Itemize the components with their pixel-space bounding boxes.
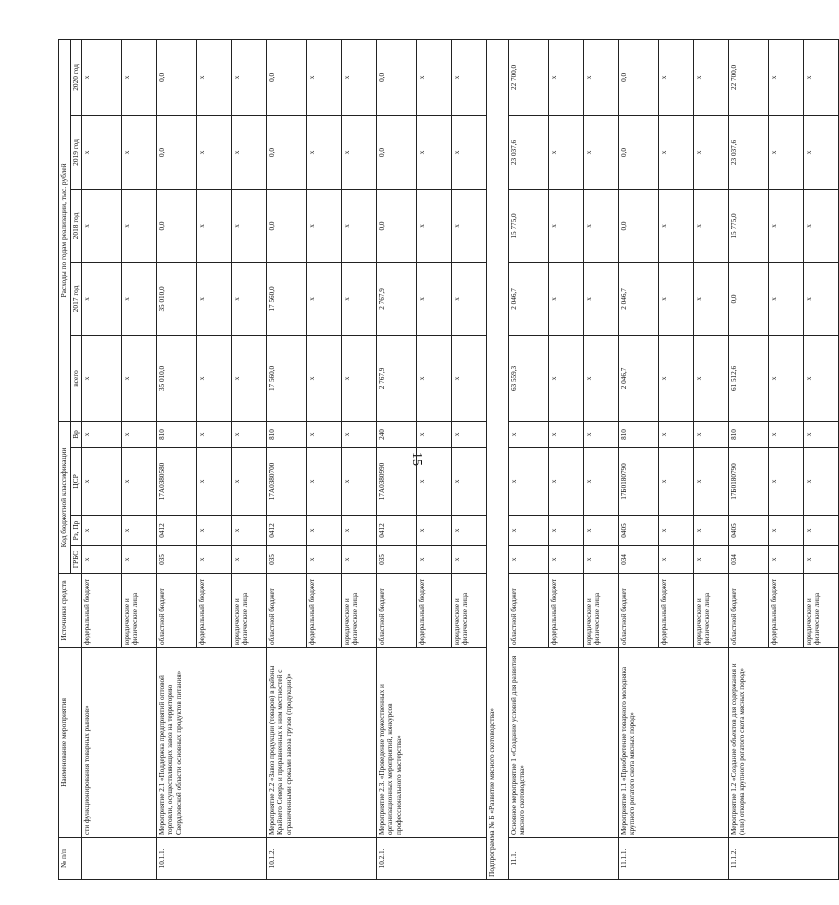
value-cell: х: [804, 262, 839, 335]
funding-source: юридические и физические лица: [452, 574, 487, 648]
value-cell: 22 700,0: [729, 39, 769, 115]
value-cell: х: [82, 546, 122, 574]
value-cell: 17 560,0: [267, 262, 307, 335]
value-cell: х: [694, 448, 729, 516]
value-cell: 0,0: [377, 189, 417, 262]
value-cell: х: [769, 421, 804, 447]
value-cell: х: [452, 546, 487, 574]
value-cell: х: [584, 262, 619, 335]
header-name: Наименование мероприятия: [59, 648, 82, 838]
value-cell: 17А0380580: [157, 448, 197, 516]
value-cell: х: [452, 262, 487, 335]
page-number: 15: [409, 452, 424, 466]
value-cell: х: [342, 189, 377, 262]
value-cell: 0,0: [267, 39, 307, 115]
value-cell: х: [307, 189, 342, 262]
row-number: 10.1.2.: [267, 838, 377, 880]
value-cell: 0,0: [157, 115, 197, 189]
header-rzpr: Рз, Пр: [70, 516, 82, 546]
value-cell: х: [659, 516, 694, 546]
value-cell: х: [417, 448, 452, 516]
value-cell: х: [232, 115, 267, 189]
value-cell: 0412: [267, 516, 307, 546]
funding-source: федеральный бюджет: [82, 574, 122, 648]
value-cell: 0,0: [619, 189, 659, 262]
value-cell: 17 560,0: [267, 335, 307, 421]
value-cell: х: [197, 448, 232, 516]
value-cell: х: [509, 546, 549, 574]
value-cell: х: [694, 115, 729, 189]
value-cell: 034: [729, 546, 769, 574]
value-cell: 0,0: [157, 39, 197, 115]
value-cell: 17А0380700: [267, 448, 307, 516]
table-row: [82, 39, 122, 879]
value-cell: х: [342, 115, 377, 189]
activity-name: Мероприятие 2.1 «Поддержка предприятий оптовой торговли, осуществляющих завоз на территорию Свердловской области основных продуктов питания»: [157, 648, 267, 838]
funding-source: федеральный бюджет: [307, 574, 342, 648]
table-row: [267, 39, 307, 879]
value-cell: 810: [729, 421, 769, 447]
value-cell: х: [584, 115, 619, 189]
funding-source: юридические и физические лица: [122, 574, 157, 648]
value-cell: х: [549, 335, 584, 421]
value-cell: 034: [619, 546, 659, 574]
value-cell: 035: [157, 546, 197, 574]
value-cell: х: [82, 262, 122, 335]
value-cell: х: [197, 262, 232, 335]
value-cell: х: [82, 189, 122, 262]
value-cell: х: [122, 335, 157, 421]
value-cell: х: [122, 421, 157, 447]
value-cell: 35 010,0: [157, 262, 197, 335]
value-cell: 0,0: [619, 115, 659, 189]
value-cell: х: [197, 546, 232, 574]
value-cell: х: [232, 516, 267, 546]
value-cell: 0,0: [377, 39, 417, 115]
value-cell: х: [232, 335, 267, 421]
value-cell: х: [452, 115, 487, 189]
activity-name: Мероприятие 2.3. «Проведение торжественных и организационных мероприятий, конкурсов профессионального мастерства»: [377, 648, 487, 838]
value-cell: х: [659, 448, 694, 516]
value-cell: х: [82, 115, 122, 189]
value-cell: х: [584, 516, 619, 546]
value-cell: х: [769, 189, 804, 262]
funding-source: областной бюджет: [267, 574, 307, 648]
value-cell: х: [417, 115, 452, 189]
value-cell: 22 700,0: [509, 39, 549, 115]
value-cell: х: [122, 516, 157, 546]
value-cell: х: [122, 262, 157, 335]
value-cell: х: [122, 448, 157, 516]
value-cell: х: [549, 39, 584, 115]
funding-source: юридические и физические лица: [342, 574, 377, 648]
funding-source: юридические и физические лица: [804, 574, 839, 648]
value-cell: 810: [619, 421, 659, 447]
budget-table: [58, 39, 839, 880]
value-cell: х: [197, 189, 232, 262]
value-cell: х: [232, 39, 267, 115]
value-cell: х: [769, 516, 804, 546]
value-cell: х: [549, 516, 584, 546]
header-expenses: Расходы по годам реализации, тыс. рублей: [59, 39, 71, 421]
value-cell: 2 767,9: [377, 262, 417, 335]
value-cell: х: [307, 262, 342, 335]
funding-source: областной бюджет: [729, 574, 769, 648]
value-cell: х: [342, 262, 377, 335]
value-cell: х: [307, 335, 342, 421]
value-cell: х: [122, 39, 157, 115]
header-2020: 2020 год: [70, 39, 82, 115]
value-cell: х: [342, 516, 377, 546]
row-number: 10.2.1.: [377, 838, 487, 880]
value-cell: х: [417, 516, 452, 546]
header-csr: ЦСР: [70, 448, 82, 516]
value-cell: х: [232, 448, 267, 516]
funding-source: федеральный бюджет: [769, 574, 804, 648]
value-cell: х: [417, 262, 452, 335]
header-grbs: ГРБС: [70, 546, 82, 574]
value-cell: х: [584, 546, 619, 574]
value-cell: х: [769, 335, 804, 421]
value-cell: 0405: [619, 516, 659, 546]
value-cell: х: [804, 546, 839, 574]
value-cell: х: [232, 421, 267, 447]
funding-source: областной бюджет: [377, 574, 417, 648]
funding-source: областной бюджет: [157, 574, 197, 648]
value-cell: х: [307, 115, 342, 189]
table-row: [157, 39, 197, 879]
table-row: [729, 39, 769, 879]
value-cell: 240: [377, 421, 417, 447]
header-num: № п/п: [59, 838, 82, 880]
value-cell: х: [549, 189, 584, 262]
table-row: [619, 39, 659, 879]
value-cell: х: [82, 421, 122, 447]
value-cell: 61 512,6: [729, 335, 769, 421]
header-2017: 2017 год: [70, 262, 82, 335]
value-cell: х: [197, 39, 232, 115]
value-cell: х: [549, 115, 584, 189]
table-body: [82, 39, 839, 879]
value-cell: х: [342, 335, 377, 421]
value-cell: х: [417, 39, 452, 115]
value-cell: х: [342, 448, 377, 516]
value-cell: х: [694, 262, 729, 335]
value-cell: х: [452, 335, 487, 421]
value-cell: х: [342, 421, 377, 447]
value-cell: х: [584, 448, 619, 516]
value-cell: 0,0: [267, 115, 307, 189]
budget-table-container: [58, 40, 822, 880]
value-cell: х: [769, 39, 804, 115]
value-cell: х: [584, 421, 619, 447]
value-cell: 0405: [729, 516, 769, 546]
value-cell: х: [804, 335, 839, 421]
value-cell: х: [694, 546, 729, 574]
value-cell: 2 046,7: [619, 335, 659, 421]
value-cell: 035: [377, 546, 417, 574]
funding-source: федеральный бюджет: [197, 574, 232, 648]
value-cell: х: [122, 189, 157, 262]
value-cell: х: [659, 262, 694, 335]
value-cell: х: [307, 421, 342, 447]
value-cell: х: [694, 516, 729, 546]
value-cell: 0412: [377, 516, 417, 546]
value-cell: х: [694, 421, 729, 447]
value-cell: 17А0380990: [377, 448, 417, 516]
value-cell: х: [307, 546, 342, 574]
funding-source: федеральный бюджет: [659, 574, 694, 648]
value-cell: х: [549, 421, 584, 447]
value-cell: х: [509, 448, 549, 516]
value-cell: х: [584, 189, 619, 262]
value-cell: х: [307, 448, 342, 516]
value-cell: х: [452, 39, 487, 115]
funding-source: областной бюджет: [619, 574, 659, 648]
value-cell: х: [804, 516, 839, 546]
header-total: всего: [70, 335, 82, 421]
value-cell: 17Б0180790: [619, 448, 659, 516]
value-cell: х: [804, 115, 839, 189]
value-cell: х: [82, 335, 122, 421]
funding-source: федеральный бюджет: [549, 574, 584, 648]
value-cell: 0412: [157, 516, 197, 546]
value-cell: х: [659, 115, 694, 189]
value-cell: х: [549, 448, 584, 516]
activity-name: Основное мероприятие 1 «Создание условий для развития мясного скотоводства»: [509, 648, 619, 838]
funding-source: областной бюджет: [509, 574, 549, 648]
row-number: [82, 838, 157, 880]
value-cell: х: [82, 448, 122, 516]
value-cell: 0,0: [377, 115, 417, 189]
value-cell: х: [82, 39, 122, 115]
value-cell: х: [694, 335, 729, 421]
value-cell: х: [307, 516, 342, 546]
value-cell: х: [694, 189, 729, 262]
value-cell: х: [549, 262, 584, 335]
value-cell: х: [452, 516, 487, 546]
value-cell: х: [452, 448, 487, 516]
table-row: [509, 39, 549, 879]
value-cell: х: [659, 335, 694, 421]
value-cell: х: [197, 421, 232, 447]
value-cell: х: [232, 189, 267, 262]
value-cell: х: [342, 546, 377, 574]
value-cell: х: [307, 39, 342, 115]
table-row: [377, 39, 417, 879]
value-cell: х: [452, 421, 487, 447]
row-number: 11.1.: [509, 838, 619, 880]
activity-name: Мероприятие 1.1 «Приобретение товарного молодняка крупного рогатого скота мясных пород»: [619, 648, 729, 838]
value-cell: х: [804, 39, 839, 115]
value-cell: х: [452, 189, 487, 262]
header-source: Источники средств: [59, 574, 82, 648]
value-cell: 63 559,3: [509, 335, 549, 421]
value-cell: х: [197, 516, 232, 546]
value-cell: х: [197, 115, 232, 189]
activity-name: Мероприятие 1.2 «Создание объектов для содержания и (или) откорма крупного рогатого скота мясных пород»: [729, 648, 839, 838]
header-vr: Вр: [70, 421, 82, 447]
value-cell: х: [417, 335, 452, 421]
value-cell: 2 767,9: [377, 335, 417, 421]
value-cell: 23 037,6: [729, 115, 769, 189]
value-cell: х: [232, 546, 267, 574]
header-2018: 2018 год: [70, 189, 82, 262]
value-cell: 2 046,7: [619, 262, 659, 335]
value-cell: 35 010,0: [157, 335, 197, 421]
value-cell: х: [694, 39, 729, 115]
header-2019: 2019 год: [70, 115, 82, 189]
funding-source: юридические и физические лица: [584, 574, 619, 648]
funding-source: юридические и физические лица: [232, 574, 267, 648]
value-cell: х: [804, 448, 839, 516]
value-cell: х: [509, 516, 549, 546]
value-cell: х: [122, 115, 157, 189]
funding-source: федеральный бюджет: [417, 574, 452, 648]
section-row: [487, 39, 509, 879]
value-cell: 0,0: [157, 189, 197, 262]
value-cell: х: [804, 421, 839, 447]
value-cell: х: [659, 39, 694, 115]
value-cell: х: [769, 115, 804, 189]
value-cell: 15 775,0: [509, 189, 549, 262]
value-cell: 2 046,7: [509, 262, 549, 335]
activity-name: Мероприятие 2.2 «Завоз продукции (товаров) в районы Крайнего Севера и приравненных к ним местностей с ограниченными сроками завоза грузов (продукции)»: [267, 648, 377, 838]
value-cell: х: [659, 546, 694, 574]
value-cell: 15 775,0: [729, 189, 769, 262]
value-cell: 035: [267, 546, 307, 574]
value-cell: х: [417, 546, 452, 574]
value-cell: х: [769, 262, 804, 335]
value-cell: х: [584, 39, 619, 115]
row-number: 10.1.1.: [157, 838, 267, 880]
section-title: Подпрограмма № Б «Развитие мясного скотоводства»: [487, 39, 509, 879]
value-cell: 810: [267, 421, 307, 447]
value-cell: х: [509, 421, 549, 447]
value-cell: х: [804, 189, 839, 262]
value-cell: х: [549, 546, 584, 574]
value-cell: 17Б0180790: [729, 448, 769, 516]
value-cell: х: [417, 189, 452, 262]
value-cell: 0,0: [267, 189, 307, 262]
value-cell: х: [584, 335, 619, 421]
value-cell: х: [417, 421, 452, 447]
value-cell: х: [769, 546, 804, 574]
header-row-1: [59, 39, 71, 879]
funding-source: юридические и физические лица: [694, 574, 729, 648]
value-cell: х: [197, 335, 232, 421]
value-cell: х: [342, 39, 377, 115]
row-number: 11.1.1.: [619, 838, 729, 880]
value-cell: х: [232, 262, 267, 335]
value-cell: х: [122, 546, 157, 574]
value-cell: 0,0: [729, 262, 769, 335]
activity-name: сти функционирования товарных рынков»: [82, 648, 157, 838]
header-kbk: Код бюджетной классификации: [59, 421, 71, 573]
value-cell: х: [82, 516, 122, 546]
value-cell: 810: [157, 421, 197, 447]
row-number: 11.1.2.: [729, 838, 839, 880]
value-cell: х: [769, 448, 804, 516]
value-cell: 0,0: [619, 39, 659, 115]
value-cell: х: [659, 189, 694, 262]
value-cell: х: [659, 421, 694, 447]
value-cell: 23 037,6: [509, 115, 549, 189]
